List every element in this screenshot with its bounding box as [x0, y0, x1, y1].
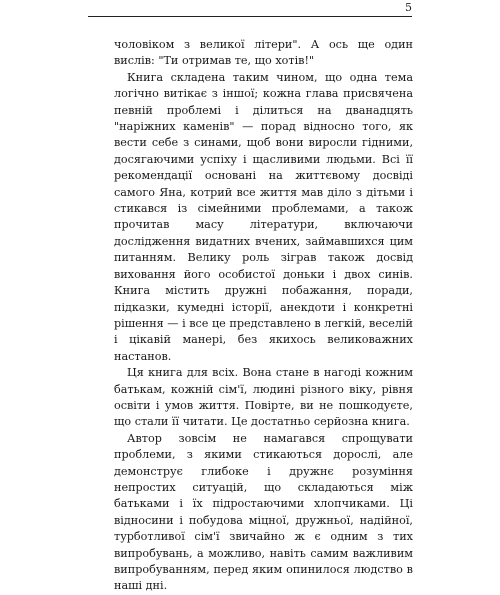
body-text — [114, 37, 413, 595]
paragraph: Автор зовсім не намагався спрощувати проблеми, з якими стикаються дорослі, але демонструє глибоке і дружнє розуміння непростих ситуацій, що складаються між батьками і їх підростаючими хлопчиками. Ці відносини і побудова міцної, дружньої, надійної, турботливої сім'ї звичайно ж є одним з тих випробувань, а можливо, навіть самим важливим випробуванням, перед яким опинилося людство в наші дні. — [114, 431, 413, 593]
paragraph: Ця книга для всіх. Вона стане в нагоді кожним батькам, кожній сім'ї, людині різного віку, рівня освіти і умов життя. Повірте, ви не пошкодуєте, що стали її читати. Це достатньо серйозна книга. — [114, 366, 413, 429]
page-number: 5 — [405, 1, 412, 14]
paragraph: Книга складена таким чином, що одна тема логічно витікає з іншої; кожна глава присвячена певній проблемі і ділиться на дванадцять "наріжних каменів" — порад відносно того, як вести себе з синами, щоб вони виросли гідними, досягаючими успіху і щасливими людьми. Всі її рекомендації основані на життєвому досвіді самого Яна, котрий все життя мав діло з дітьми і стикався із сімейними проблемами, а також прочитав масу літератури, включаючи дослідження видатних вчених, займавшихся цим питанням. Велику роль зіграв також досвід виховання його особистої доньки і двох синів. Книга містить дружні побажання, поради, підказки, кумедні історії, анекдоти і конкретні рішення — і все це представлено в легкій, веселій і цікавій манері, без якихось великоважних настанов. — [114, 70, 413, 363]
paragraph-continuation: чоловіком з великої літери". А ось ще один вислів: "Ти отримав те, що хотів!" — [114, 38, 413, 68]
header-rule — [88, 16, 412, 17]
